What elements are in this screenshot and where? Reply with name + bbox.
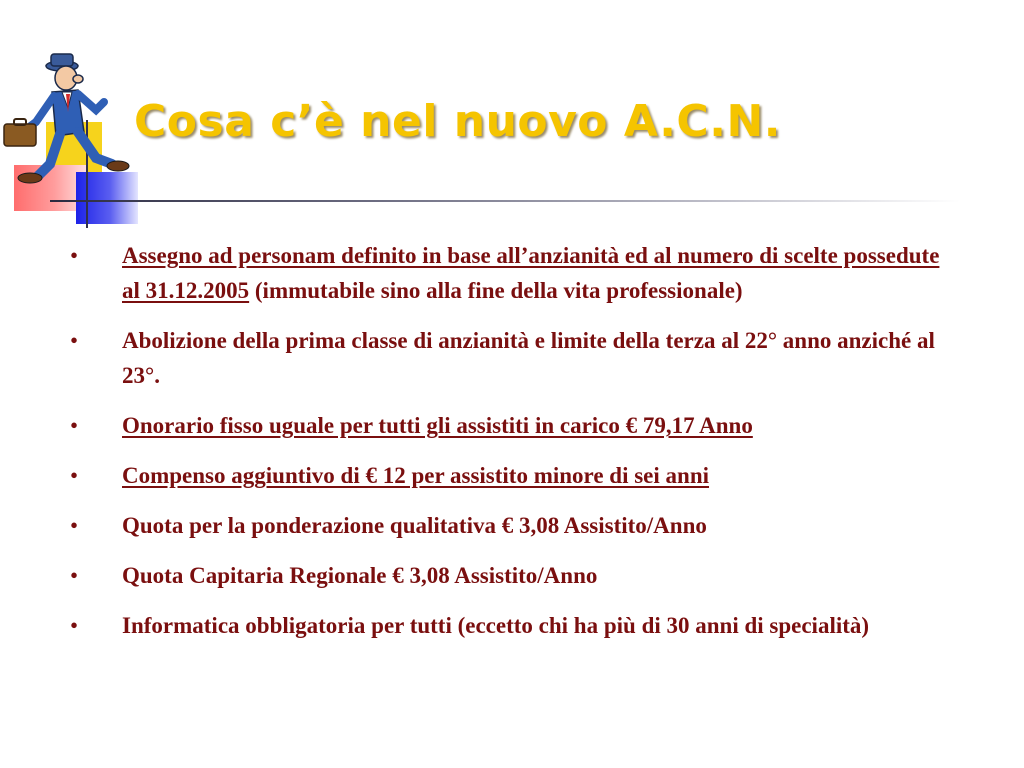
bullet-item [68,558,948,593]
bullet-item [68,238,948,308]
bullet-item [68,608,948,643]
bullet-dot: • [70,463,79,488]
bullet-dot: • [70,413,79,438]
bullet-text: Abolizione della prima classe di anzianità e limite della terza al 22° anno anziché al 23°. [122,328,935,388]
bullet-dot: • [70,328,79,353]
bullet-item [68,508,948,543]
bullet-list [68,238,948,658]
bullet-text: Quota Capitaria Regionale € 3,08 Assistito/Anno [122,563,598,588]
walking-businessman-clipart [0,52,130,202]
bullet-dot: • [70,613,79,638]
bullet-dot: • [70,513,79,538]
bullet-text: Quota per la ponderazione qualitativa € 3,08 Assistito/Anno [122,513,707,538]
bullet-dot: • [70,243,79,268]
bullet-item [68,458,948,493]
bullet-underlined-text: Assegno ad personam definito in base all’anzianità ed al numero di scelte possedute al 31.12.2005 [122,243,940,303]
bullet-item [68,323,948,393]
bullet-item [68,408,948,443]
bullet-underlined-text: Onorario fisso uguale per tutti gli assistiti in carico € 79,17 Anno [122,413,753,438]
title-underline-rule [50,200,960,202]
slide-title: Cosa c’è nel nuovo A.C.N. [134,96,781,147]
bullet-dot: • [70,563,79,588]
bullet-underlined-text: Compenso aggiuntivo di € 12 per assistito minore di sei anni [122,463,710,488]
bullet-text: Informatica obbligatoria per tutti (eccetto chi ha più di 30 anni di specialità) [122,613,870,638]
bullet-text: (immutabile sino alla fine della vita professionale) [249,278,743,303]
